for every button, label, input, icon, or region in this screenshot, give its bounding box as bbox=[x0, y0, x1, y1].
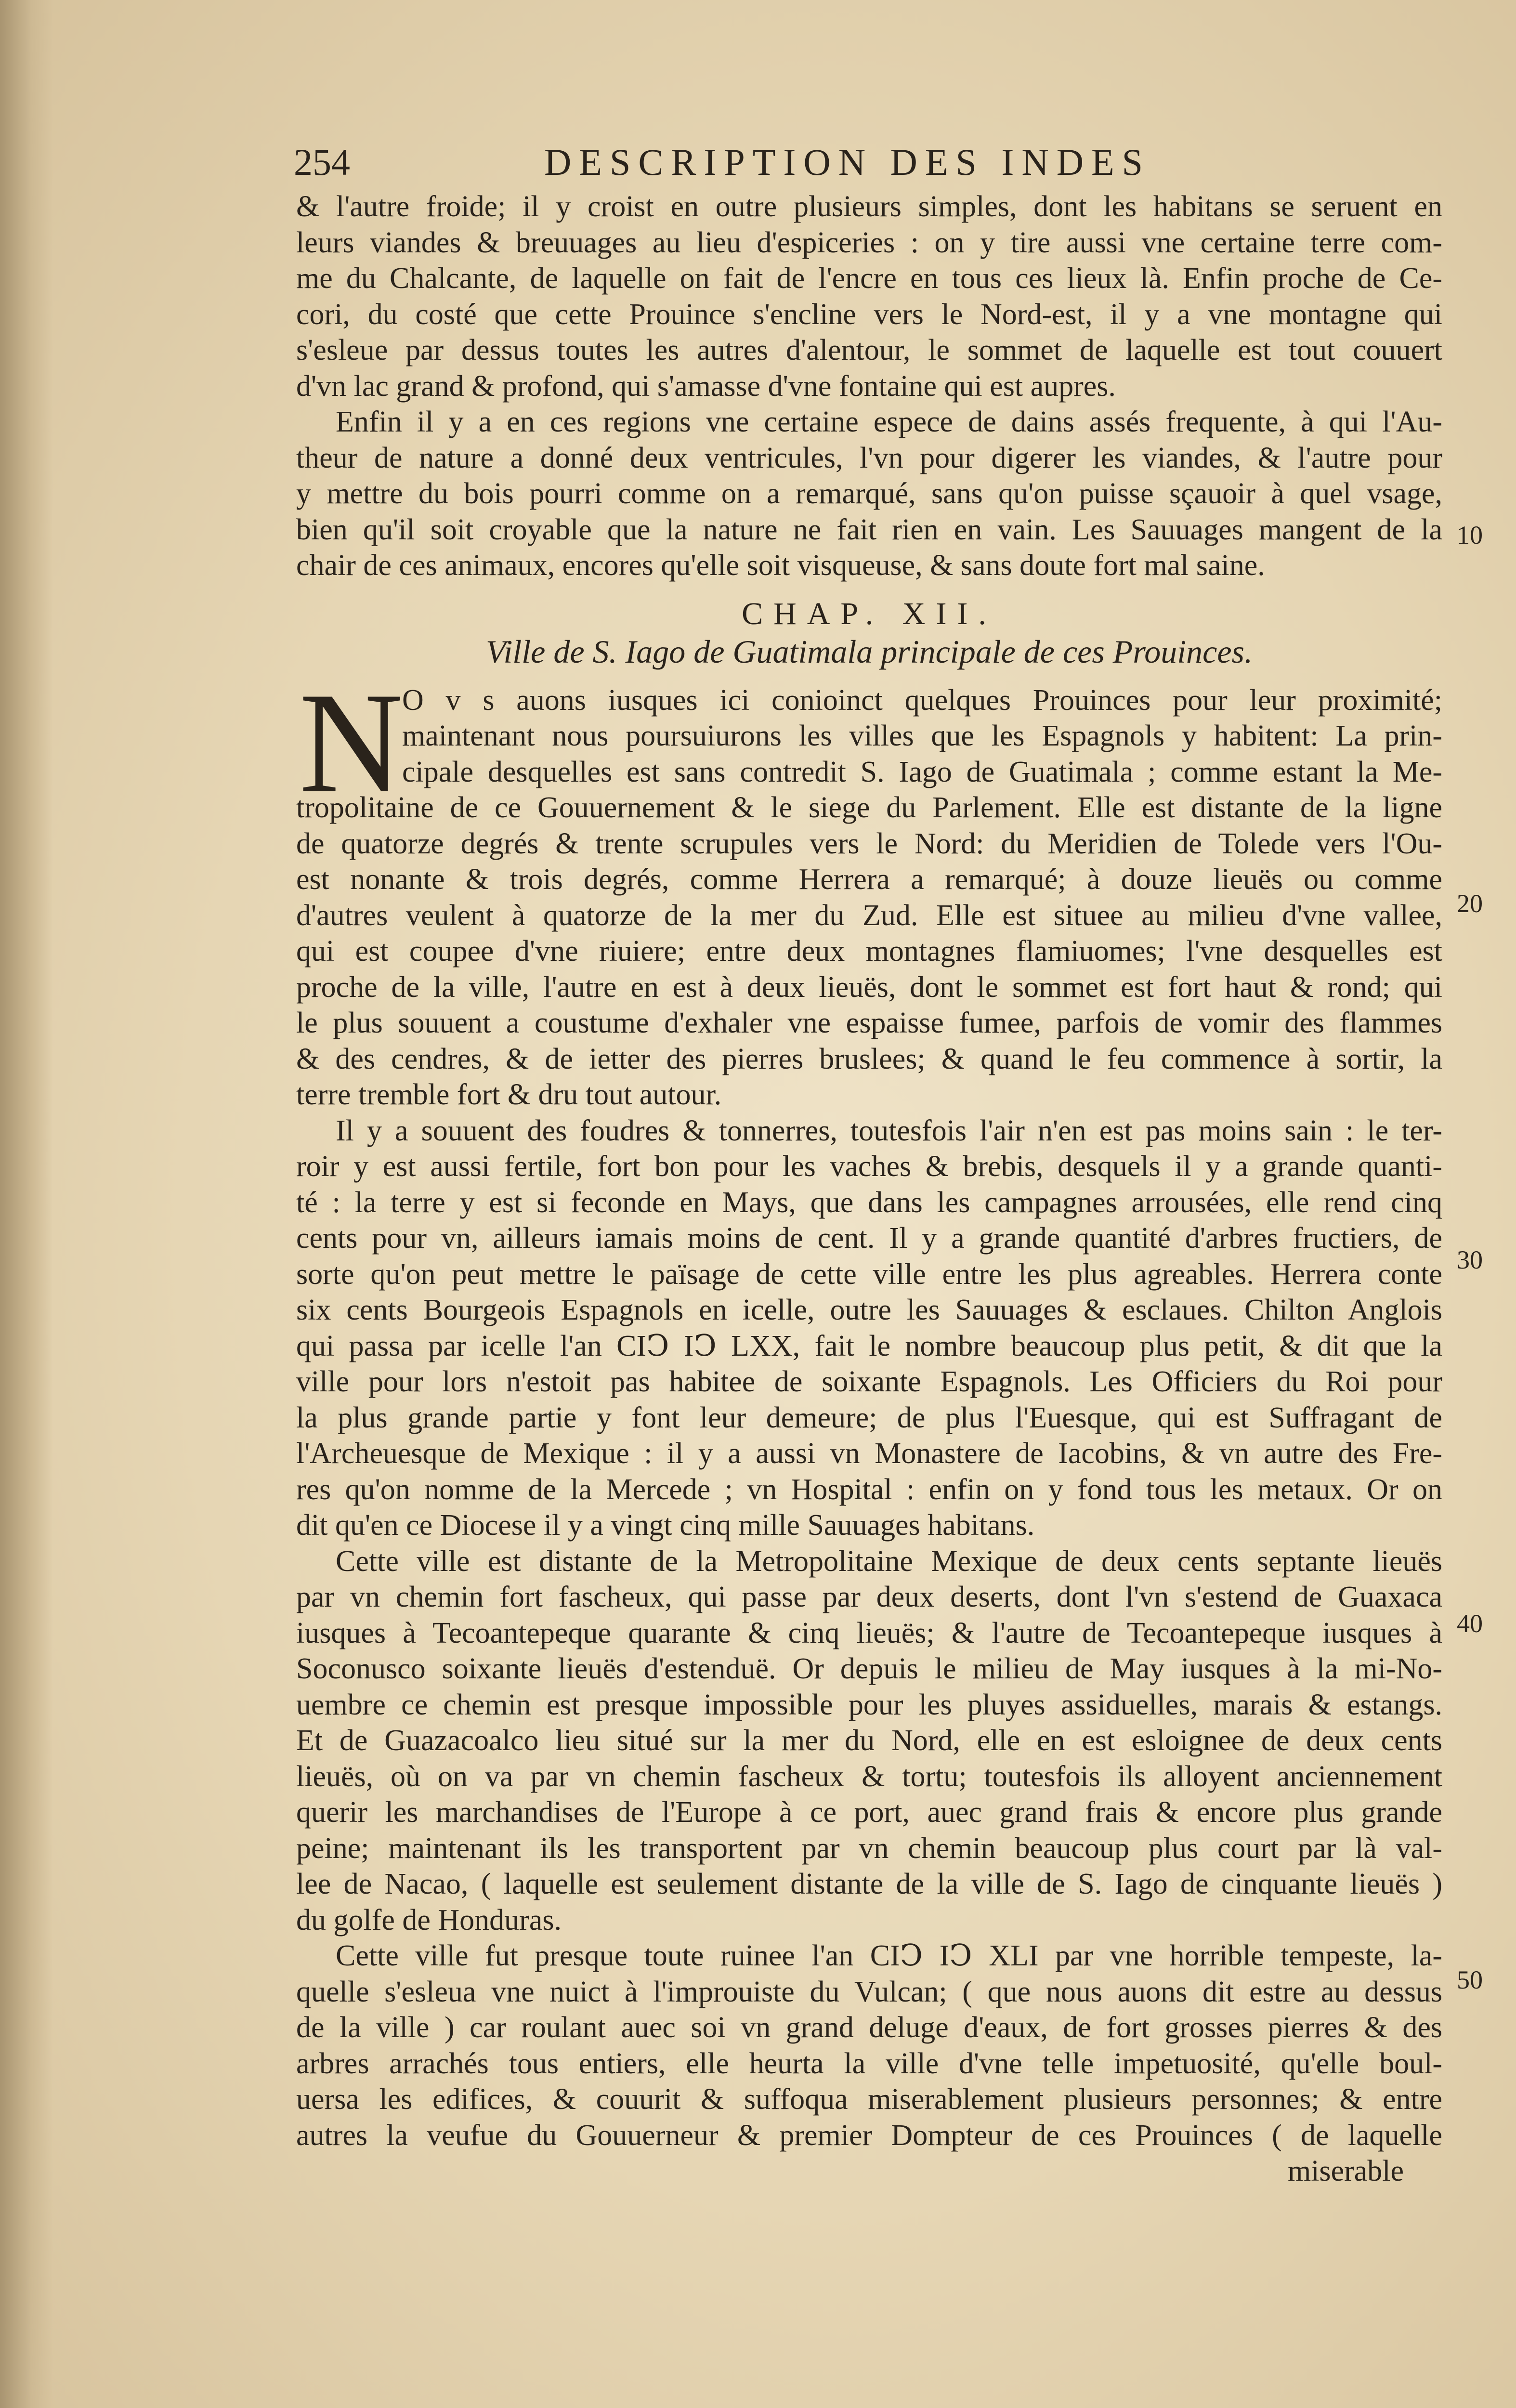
text-line: terre tremble fort & dru tout autour. bbox=[296, 1078, 722, 1111]
text-line: qui est coupee d'vne riuiere; entre deux montagnes flamiuomes; l'vne desquelles est bbox=[296, 935, 1442, 968]
text-line: Enfin il y a en ces regions vne certaine espece de dains assés frequente, à qui l'Au- bbox=[336, 406, 1442, 438]
text-line: theur de nature a donné deux ventricules, l'vn pour digerer les viandes, & l'autre pour bbox=[296, 441, 1442, 474]
running-head bbox=[294, 141, 1450, 194]
text-line: par vn chemin fort fascheux, qui passe par deux deserts, dont l'vn s'estend de Guaxaca bbox=[296, 1581, 1442, 1613]
text-line: & l'autre froide; il y croist en outre plusieurs simples, dont les habitans se seruent en bbox=[296, 190, 1442, 223]
text-line: leurs viandes & breuuages au lieu d'espiceries : on y tire aussi vne certaine terre com- bbox=[296, 226, 1442, 259]
text-line: querir les marchandises de l'Europe à ce port, auec grand frais & encore plus grande bbox=[296, 1796, 1442, 1829]
text-line: té : la terre y est si feconde en Mays, que dans les campagnes arrousées, elle rend cinq bbox=[296, 1186, 1442, 1219]
text-line: six cents Bourgeois Espagnols en icelle, outre les Sauuages & esclaues. Chilton Anglois bbox=[296, 1294, 1442, 1326]
text-line: de quatorze degrés & trente scrupules vers le Nord: du Meridien de Tolede vers l'Ou- bbox=[296, 827, 1442, 860]
text-body bbox=[296, 189, 1442, 2189]
paragraph-6 bbox=[296, 1938, 1442, 2153]
text-line: bien qu'il soit croyable que la nature ne fait rien en vain. Les Sauuages mangent de la bbox=[296, 513, 1442, 546]
text-line: iusques à Tecoantepeque quarante & cinq lieuës; & l'autre de Tecoantepeque iusques à bbox=[296, 1616, 1442, 1649]
text-line: proche de la ville, l'autre en est à deux lieuës, dont le sommet est fort haut & rond; qui bbox=[296, 970, 1442, 1004]
text-line: s'esleue par dessus toutes les autres d'alentour, le sommet de laquelle est tout couuert bbox=[296, 334, 1442, 366]
text-line: peine; maintenant ils les transportent par vn chemin beaucoup plus court par là val- bbox=[296, 1832, 1442, 1865]
text-line: cents pour vn, ailleurs iamais moins de cent. Il y a grande quantité d'arbres fructiers, de bbox=[296, 1222, 1442, 1255]
running-title: DESCRIPTION DES INDES bbox=[544, 141, 1151, 183]
text-line: res qu'on nomme de la Mercede ; vn Hospital : enfin on y fond tous les metaux. Or on bbox=[296, 1473, 1442, 1506]
text-line: Il y a souuent des foudres & tonnerres, toutesfois l'air n'en est pas moins sain : le ter- bbox=[336, 1114, 1442, 1147]
text-line: maintenant nous poursuiurons les villes que les Espagnols y habitent: La prin- bbox=[402, 720, 1442, 752]
paragraph-1 bbox=[296, 189, 1442, 404]
text-line: roir y est aussi fertile, fort bon pour les vaches & brebis, desquels il y a grande quanti- bbox=[296, 1150, 1442, 1183]
margin-line-number: 40 bbox=[1457, 1609, 1483, 1638]
text-line: le plus souuent a coustume d'exhaler vne espaisse fumee, parfois de vomir des flammes bbox=[296, 1007, 1442, 1039]
page-gutter-shadow bbox=[0, 0, 53, 2408]
text-line: uembre ce chemin est presque impossible pour les pluyes assiduelles, marais & estangs. bbox=[296, 1688, 1442, 1721]
text-line: sorte qu'on peut mettre le païsage de cette ville entre les plus agreables. Herrera conte bbox=[296, 1257, 1442, 1291]
text-line: lieuës, où on va par vn chemin fascheux & tortu; toutesfois ils alloyent anciennement bbox=[296, 1760, 1442, 1793]
text-line: d'autres veulent à quatorze de la mer du Zud. Elle est situee au milieu d'vne vallee, bbox=[296, 899, 1442, 932]
chapter-title: CHAP. XII. bbox=[742, 596, 997, 631]
text-line: cori, du costé que cette Prouince s'encline vers le Nord-est, il y a vne montagne qui bbox=[296, 298, 1442, 331]
text-line: uersa les edifices, & couurit & suffoqua miserablement plusieurs personnes; & entre bbox=[296, 2083, 1442, 2116]
text-line: ville pour lors n'estoit pas habitee de soixante Espagnols. Les Officiers du Roi pour bbox=[296, 1365, 1442, 1398]
margin-line-number: 50 bbox=[1457, 1965, 1483, 1994]
drop-cap: N bbox=[299, 662, 404, 823]
catchword: miserable bbox=[1287, 2155, 1404, 2187]
chapter-subtitle: Ville de S. Iago de Guatimala principale de ces Prouinces. bbox=[486, 634, 1253, 670]
text-line: lee de Nacao, ( laquelle est seulement distante de la ville de S. Iago de cinquante lieuës ) bbox=[296, 1868, 1442, 1900]
text-line: l'Archeuesque de Mexique : il y a aussi vn Monastere de Iacobins, & vn autre des Fre- bbox=[296, 1437, 1442, 1470]
text-line: tropolitaine de ce Gouuernement & le siege du Parlement. Elle est distante de la ligne bbox=[296, 791, 1442, 824]
text-line: arbres arrachés tous entiers, elle heurta la ville d'vne telle impetuosité, qu'elle boul- bbox=[296, 2047, 1442, 2080]
margin-line-number: 20 bbox=[1457, 889, 1483, 918]
text-line: du golfe de Honduras. bbox=[296, 1903, 562, 1937]
text-line: y mettre du bois pourri comme on a remarqué, sans qu'on puisse sçauoir à quel vsage, bbox=[296, 477, 1442, 510]
text-line: est nonante & trois degrés, comme Herrera a remarqué; à douze lieuës ou comme bbox=[296, 863, 1442, 896]
page-number: 254 bbox=[294, 141, 350, 183]
text-line: Cette ville est distante de la Metropolitaine Mexique de deux cents septante lieuës bbox=[336, 1544, 1442, 1578]
text-line: de la ville ) car roulant auec soi vn grand deluge d'eaux, de fort grosses pierres & des bbox=[296, 2011, 1442, 2044]
text-line: me du Chalcante, de laquelle on fait de l'encre en tous ces lieux là. Enfin proche de Ce- bbox=[296, 262, 1442, 295]
paragraph-5 bbox=[296, 1544, 1442, 1938]
text-line: Soconusco soixante lieuës d'estenduë. Or depuis le milieu de May iusques à la mi-No- bbox=[296, 1652, 1442, 1685]
text-line: la plus grande partie y font leur demeure; de plus l'Euesque, qui est Suffragant de bbox=[296, 1401, 1442, 1434]
paragraph-4 bbox=[296, 1113, 1442, 1544]
text-line: dit qu'en ce Diocese il y a vingt cinq mille Sauuages habitans. bbox=[296, 1509, 1035, 1542]
text-line: qui passa par icelle l'an CIↃ IↃ LXX, fait le nombre beaucoup plus petit, & dit que la bbox=[296, 1329, 1442, 1362]
text-line: O v s auons iusques ici conioinct quelques Prouinces pour leur proximité; bbox=[402, 683, 1442, 717]
text-line: autres la veufue du Gouuerneur & premier Dompteur de ces Prouinces ( de laquelle bbox=[296, 2119, 1442, 2152]
text-line: d'vn lac grand & profond, qui s'amasse d'vne fontaine qui est aupres. bbox=[296, 369, 1116, 403]
text-line: quelle s'esleua vne nuict à l'improuiste du Vulcan; ( que nous auons dit estre au dessus bbox=[296, 1975, 1442, 2008]
paragraph-3 bbox=[296, 662, 1442, 1113]
paragraph-2 bbox=[296, 404, 1442, 584]
margin-line-number: 10 bbox=[1457, 521, 1483, 550]
text-line: & des cendres, & de ietter des pierres bruslees; & quand le feu commence à sortir, la bbox=[296, 1042, 1442, 1075]
text-line: Et de Guazacoalco lieu situé sur la mer du Nord, elle en est esloignee de deux cents bbox=[296, 1724, 1442, 1757]
margin-line-number: 30 bbox=[1457, 1245, 1483, 1274]
text-line: cipale desquelles est sans contredit S. Iago de Guatimala ; comme estant la Me- bbox=[402, 755, 1442, 788]
text-line: Cette ville fut presque toute ruinee l'an CIↃ IↃ XLI par vne horrible tempeste, la- bbox=[336, 1939, 1442, 1972]
text-line: chair de ces animaux, encores qu'elle soit visqueuse, & sans doute fort mal saine. bbox=[296, 549, 1265, 582]
